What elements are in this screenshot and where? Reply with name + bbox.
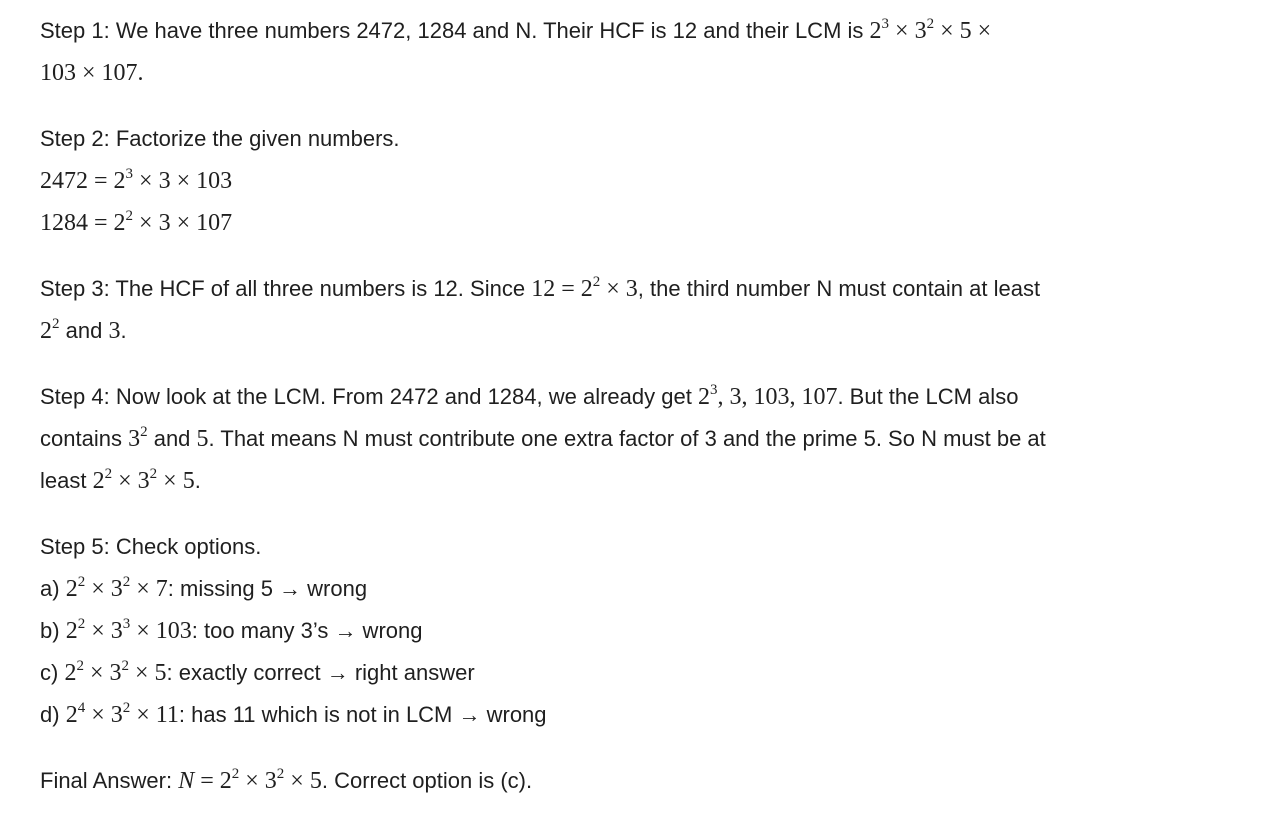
option-c: c) $2^2 \times 3^2 \times 5$: exactly correct → right answer	[40, 658, 475, 686]
step3-line2: $2^2$ and 3.	[40, 316, 127, 344]
step1-line1	[40, 16, 997, 49]
step1-line2	[40, 58, 144, 88]
option-d: d) $2^4 \times 3^2 \times 11$: has 11 which is not in LCM → wrong	[40, 700, 547, 728]
step2-heading: Step 2: Factorize the given numbers.	[40, 126, 400, 151]
step1-lcm-part2: 103 × 107.	[40, 60, 144, 86]
option-b: b) $2^2 \times 3^3 \times 103$: too many 3’s → wrong	[40, 616, 423, 644]
step4-line2: contains $3^2$ and 5. That means N must contribute one extra factor of 3 and the prime 5. So N must be at	[40, 424, 1046, 452]
final-answer: Final Answer: $N = 2^2 \times 3^2 \times 5$. Correct option is (c).	[40, 766, 533, 794]
step2-equation-2472: $2472 = 2^3 \times 3 \times 103$	[40, 166, 233, 194]
step2-equation-1284: $1284 = 2^2 \times 3 \times 107$	[40, 208, 233, 236]
step5-heading: Step 5: Check options.	[40, 534, 262, 559]
step1-lcm-part1: $2^3 \times 3^2 \times 5$ ×	[869, 16, 992, 44]
step4-line1: Step 4: Now look at the LCM. From 2472 and 1284, we already get $2^3$, 3, 103, 107. But the LCM also	[40, 382, 1019, 410]
step1-text: Step 1: We have three numbers 2472, 1284 and N. Their HCF is 12 and their LCM is	[40, 18, 864, 43]
option-a: a) $2^2 \times 3^2 \times 7$: missing 5 → wrong	[40, 574, 368, 602]
step4-line3: least $2^2 \times 3^2 \times 5$.	[40, 466, 201, 494]
step3-line1: Step 3: The HCF of all three numbers is 12. Since $12 = 2^2 \times 3$, the third number N must contain at least	[40, 274, 1041, 302]
